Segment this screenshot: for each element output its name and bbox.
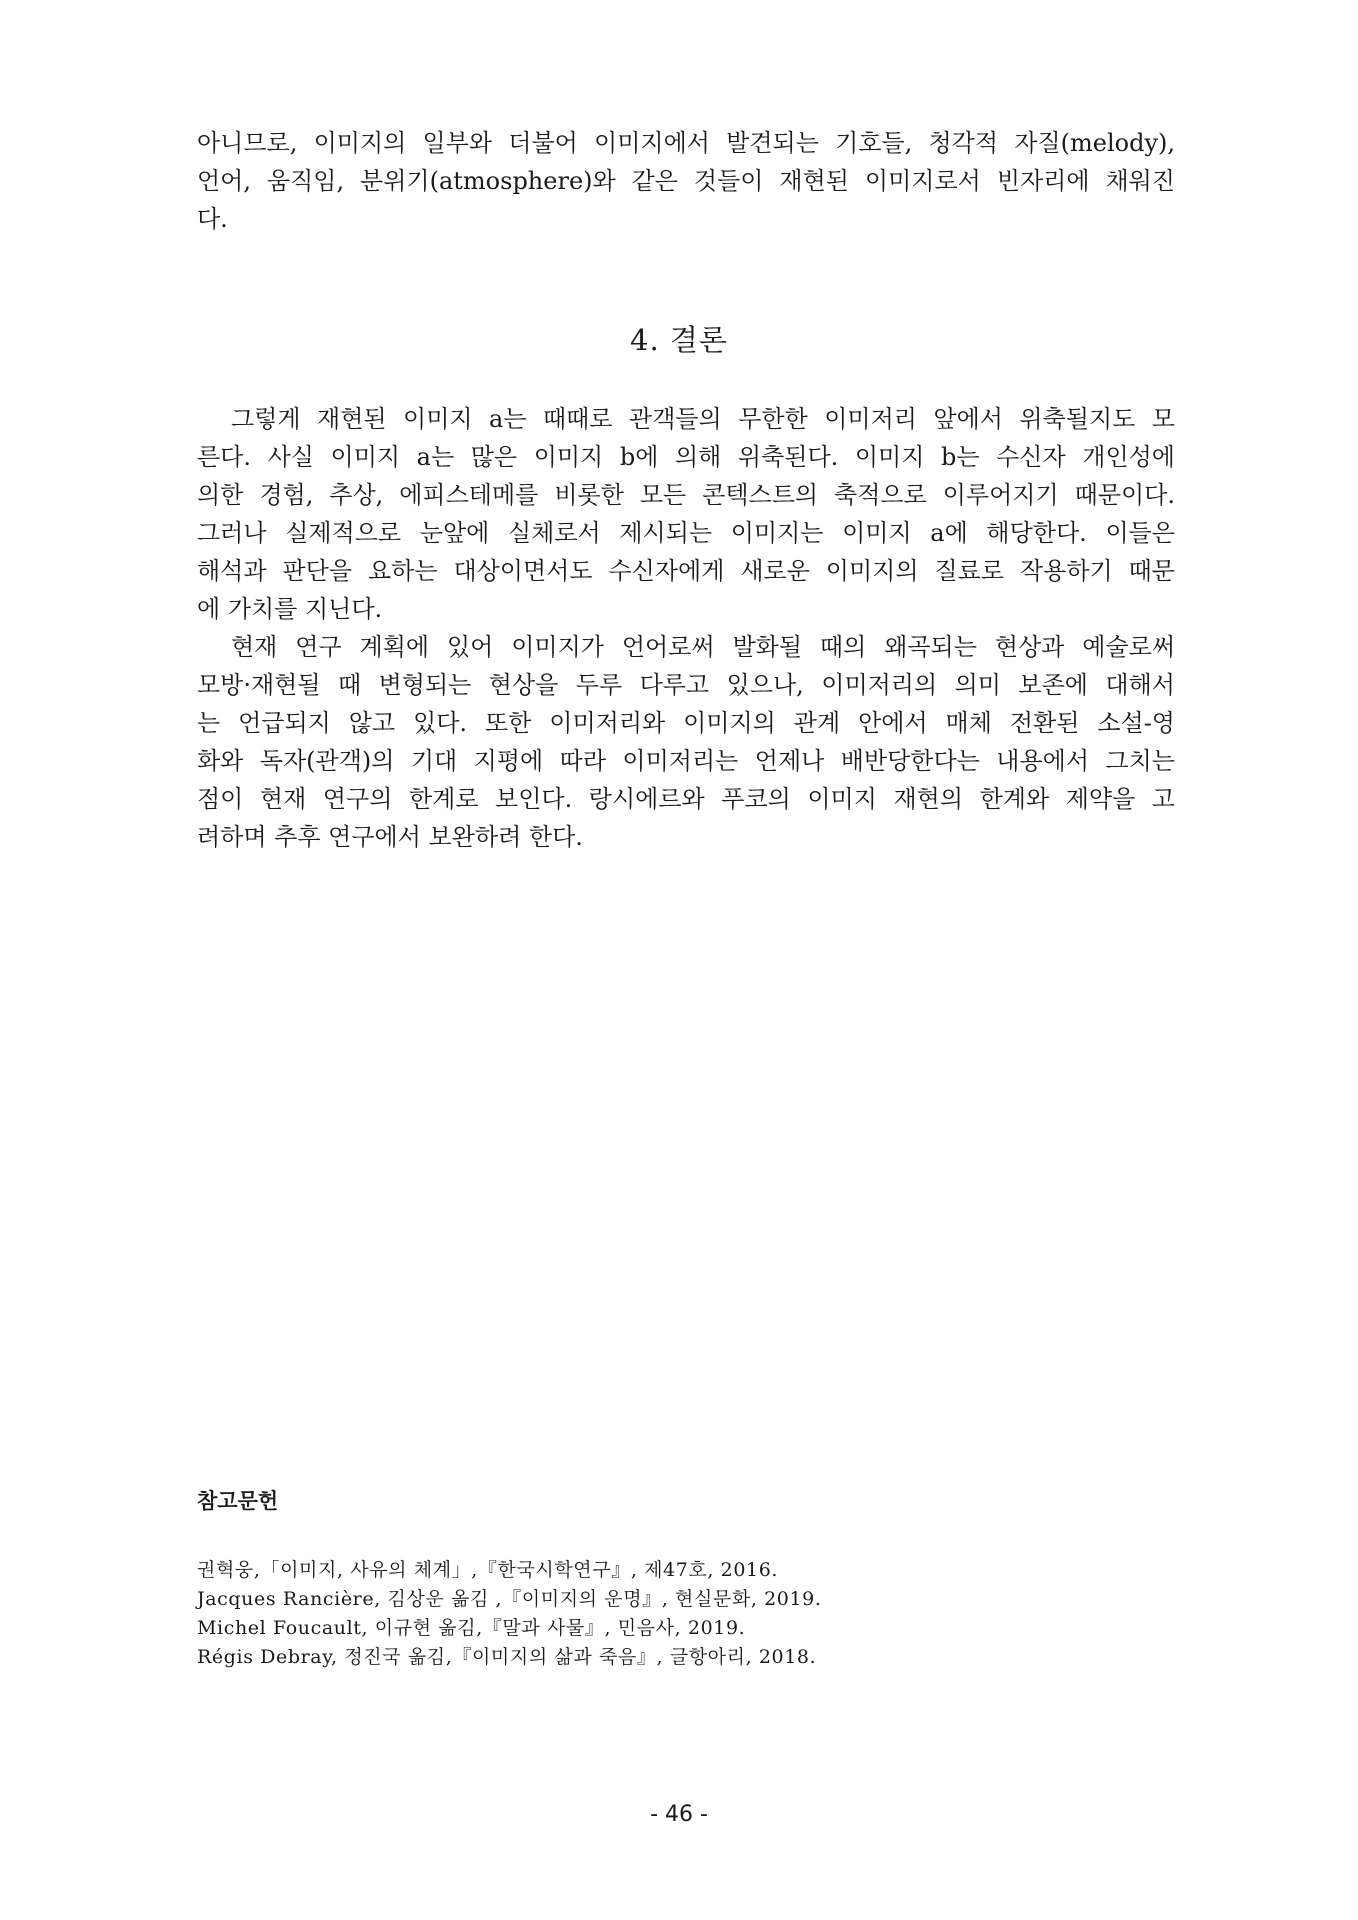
- text-line: 에 가치를 지닌다.: [197, 595, 383, 623]
- section-heading: 4. 결론: [630, 323, 728, 357]
- paragraph-1: [197, 400, 1175, 628]
- text-line: 모방·재현될 때 변형되는 현상을 두루 다루고 있으나, 이미저리의 의미 보존에 대해서: [197, 671, 1175, 699]
- text-line: 현재 연구 계획에 있어 이미지가 언어로써 발화될 때의 왜곡되는 현상과 예술로써: [231, 633, 1175, 661]
- text-line: 는 언급되지 않고 있다. 또한 이미저리와 이미지의 관계 안에서 매체 전환된 소설-영: [197, 709, 1175, 737]
- text-line: 그렇게 재현된 이미지 a는 때때로 관객들의 무한한 이미저리 앞에서 위축될지도 모: [231, 405, 1175, 433]
- text-line: 언어, 움직임, 분위기(atmosphere)와 같은 것들이 재현된 이미지로서 빈자리에 채워진: [197, 167, 1175, 195]
- text-line: 의한 경험, 추상, 에피스테메를 비롯한 모든 콘텍스트의 축적으로 이루어지기 때문이다.: [197, 481, 1176, 509]
- text-line: 른다. 사실 이미지 a는 많은 이미지 b에 의해 위축된다. 이미지 b는 수신자 개인성에: [197, 443, 1175, 471]
- text-line: 아니므로, 이미지의 일부와 더불어 이미지에서 발견되는 기호들, 청각적 자질(melody),: [197, 129, 1175, 157]
- page-number: - 46 -: [650, 1802, 708, 1827]
- text-line: 점이 현재 연구의 한계로 보인다. 랑시에르와 푸코의 이미지 재현의 한계와 제약을 고: [197, 785, 1175, 813]
- references-heading: 참고문헌: [197, 1488, 279, 1513]
- conclusion-body: [197, 400, 1175, 856]
- text-line: 그러나 실제적으로 눈앞에 실체로서 제시되는 이미지는 이미지 a에 해당한다. 이들은: [197, 519, 1175, 547]
- intro-paragraph: [197, 124, 1175, 238]
- reference-item: Jacques Rancière, 김상운 옮김 ,『이미지의 운명』, 현실문화, 2019.: [197, 1588, 822, 1610]
- references-list: [197, 1556, 1177, 1672]
- text-line: 해석과 판단을 요하는 대상이면서도 수신자에게 새로운 이미지의 질료로 작용하기 때문: [197, 557, 1175, 585]
- reference-item: Michel Foucault, 이규현 옮김,『말과 사물』, 민음사, 2019.: [197, 1617, 746, 1639]
- text-line: 화와 독자(관객)의 기대 지평에 따라 이미저리는 언제나 배반당한다는 내용에서 그치는: [197, 747, 1175, 775]
- text-line: 다.: [197, 205, 228, 233]
- reference-item: 권혁웅,「이미지, 사유의 체계」,『한국시학연구』, 제47호, 2016.: [197, 1559, 779, 1581]
- reference-item: Régis Debray, 정진국 옮김,『이미지의 삶과 죽음』, 글항아리, 2018.: [197, 1646, 817, 1668]
- text-line: 려하며 추후 연구에서 보완하려 한다.: [197, 823, 583, 851]
- paragraph-2: [197, 628, 1175, 856]
